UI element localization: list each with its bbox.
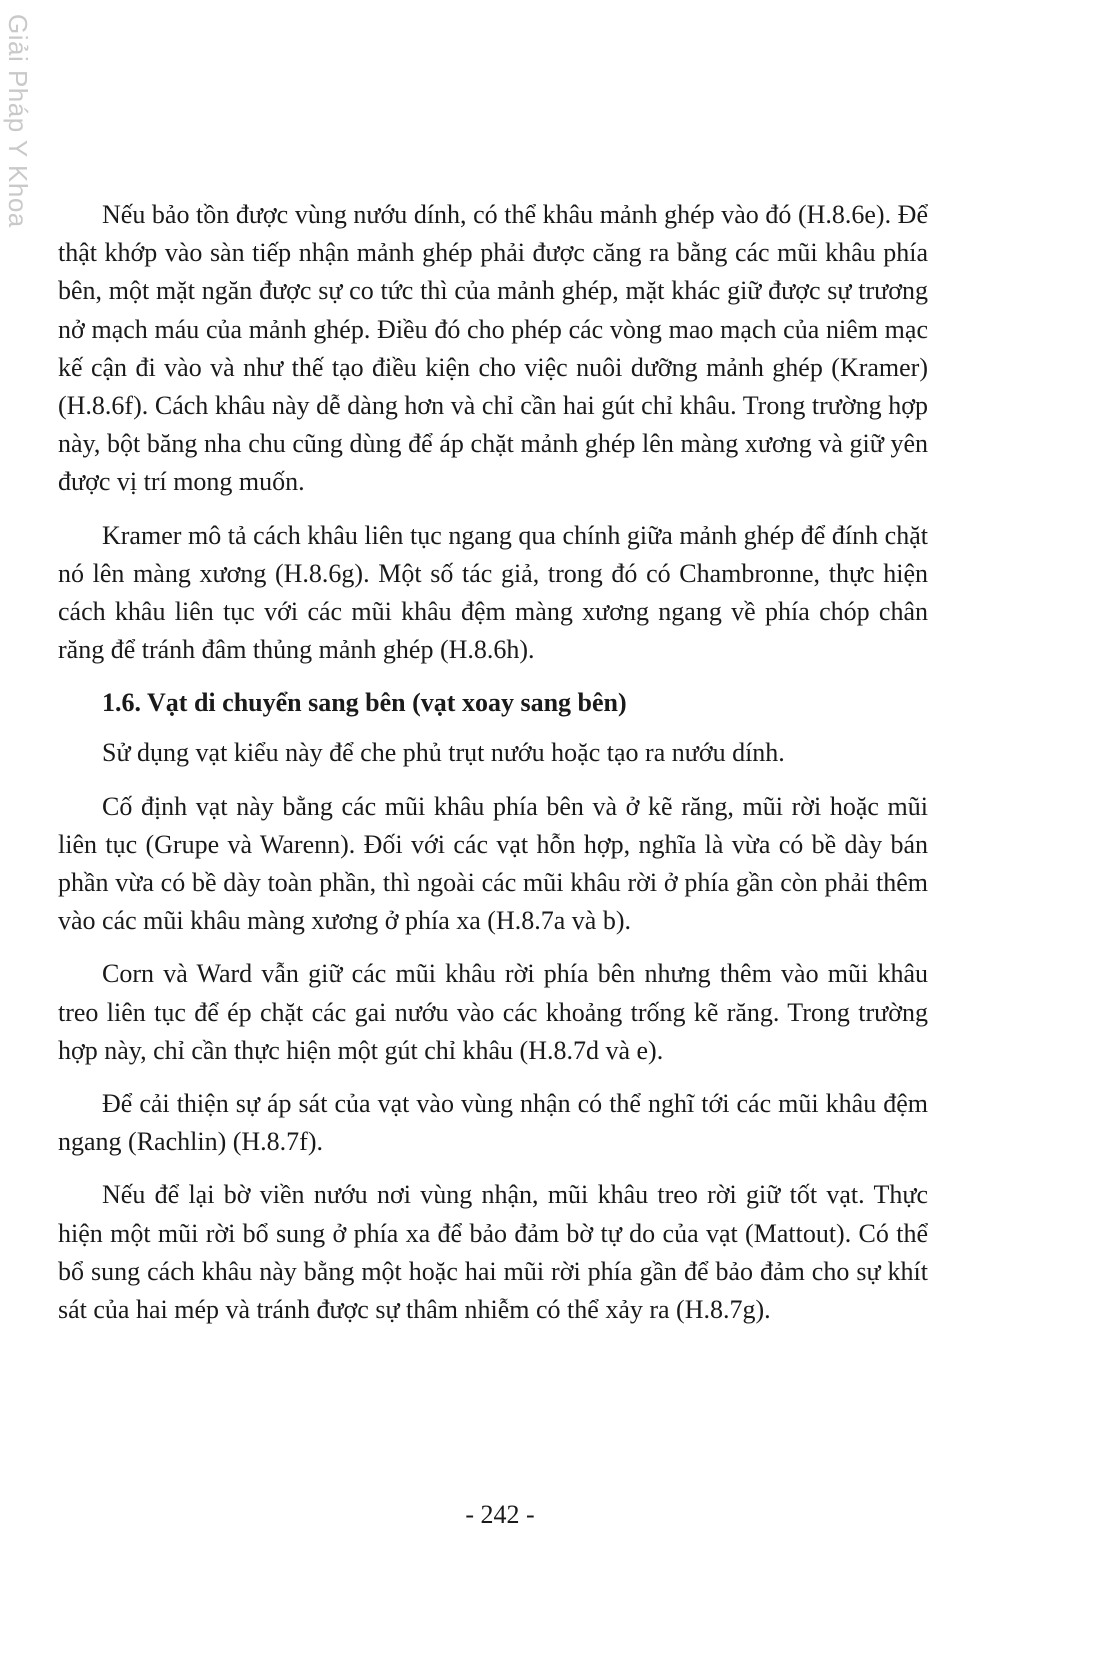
- paragraph-7: Nếu để lại bờ viền nướu nơi vùng nhận, mũi khâu treo rời giữ tốt vạt. Thực hiện một mũi rời bổ sung ở phía xa để bảo đảm bờ tự do của vạt (Mattout). Có thể bổ sung cách khâu này bằng một hoặc hai mũi rời phía gần để bảo đảm cho sự khít sát của hai mép và tránh được sự thâm nhiễm có thể xảy ra (H.8.7g).: [58, 1180, 928, 1325]
- page-number: - 242 -: [465, 1500, 535, 1529]
- paragraph-4: Cố định vạt này bằng các mũi khâu phía bên và ở kẽ răng, mũi rời hoặc mũi liên tục (Grupe và Warenn). Đối với các vạt hỗn hợp, nghĩa là vừa có bề dày bán phần vừa có bề dày toàn phần, thì ngoài các mũi khâu rời ở phía gần còn phải thêm vào các mũi khâu màng xương ở phía xa (H.8.7a và b).: [58, 791, 928, 936]
- paragraph-3: Sử dụng vạt kiểu này để che phủ trụt nướu hoặc tạo ra nướu dính.: [102, 738, 785, 768]
- paragraph-5: Corn và Ward vẫn giữ các mũi khâu rời phía bên nhưng thêm vào mũi khâu treo liên tục để ép chặt các gai nướu vào các khoảng trống kẽ răng. Trong trường hợp này, chỉ cần thực hiện một gút chỉ khâu (H.8.7d và e).: [58, 959, 928, 1065]
- watermark-text: Giải Pháp Y Khoa: [3, 14, 33, 228]
- paragraph-2: Kramer mô tả cách khâu liên tục ngang qua chính giữa mảnh ghép để đính chặt nó lên màng xương (H.8.6g). Một số tác giả, trong đó có Chambronne, thực hiện cách khâu liên tục với các mũi khâu đệm màng xương ngang về phía chóp chân răng để tránh đâm thủng mảnh ghép (H.8.6h).: [58, 520, 928, 665]
- paragraph-6: Để cải thiện sự áp sát của vạt vào vùng nhận có thể nghĩ tới các mũi khâu đệm ngang (Rachlin) (H.8.7f).: [58, 1089, 928, 1157]
- page-body: [58, 196, 928, 1344]
- section-heading: 1.6. Vạt di chuyển sang bên (vạt xoay sang bên): [102, 688, 627, 718]
- paragraph-1: Nếu bảo tồn được vùng nướu dính, có thể khâu mảnh ghép vào đó (H.8.6e). Để thật khớp vào sàn tiếp nhận mảnh ghép phải được căng ra bằng các mũi khâu phía bên, một mặt ngăn được sự co tức thì của mảnh ghép, mặt khác giữ được sự trương nở mạch máu của mảnh ghép. Điều đó cho phép các vòng mao mạch của niêm mạc kế cận đi vào và như thế tạo điều kiện cho việc nuôi dưỡng mảnh ghép (Kramer) (H.8.6f). Cách khâu này dễ dàng hơn và chỉ cần hai gút chỉ khâu. Trong trường hợp này, bột băng nha chu cũng dùng để áp chặt mảnh ghép lên màng xương và giữ yên được vị trí mong muốn.: [58, 200, 928, 497]
